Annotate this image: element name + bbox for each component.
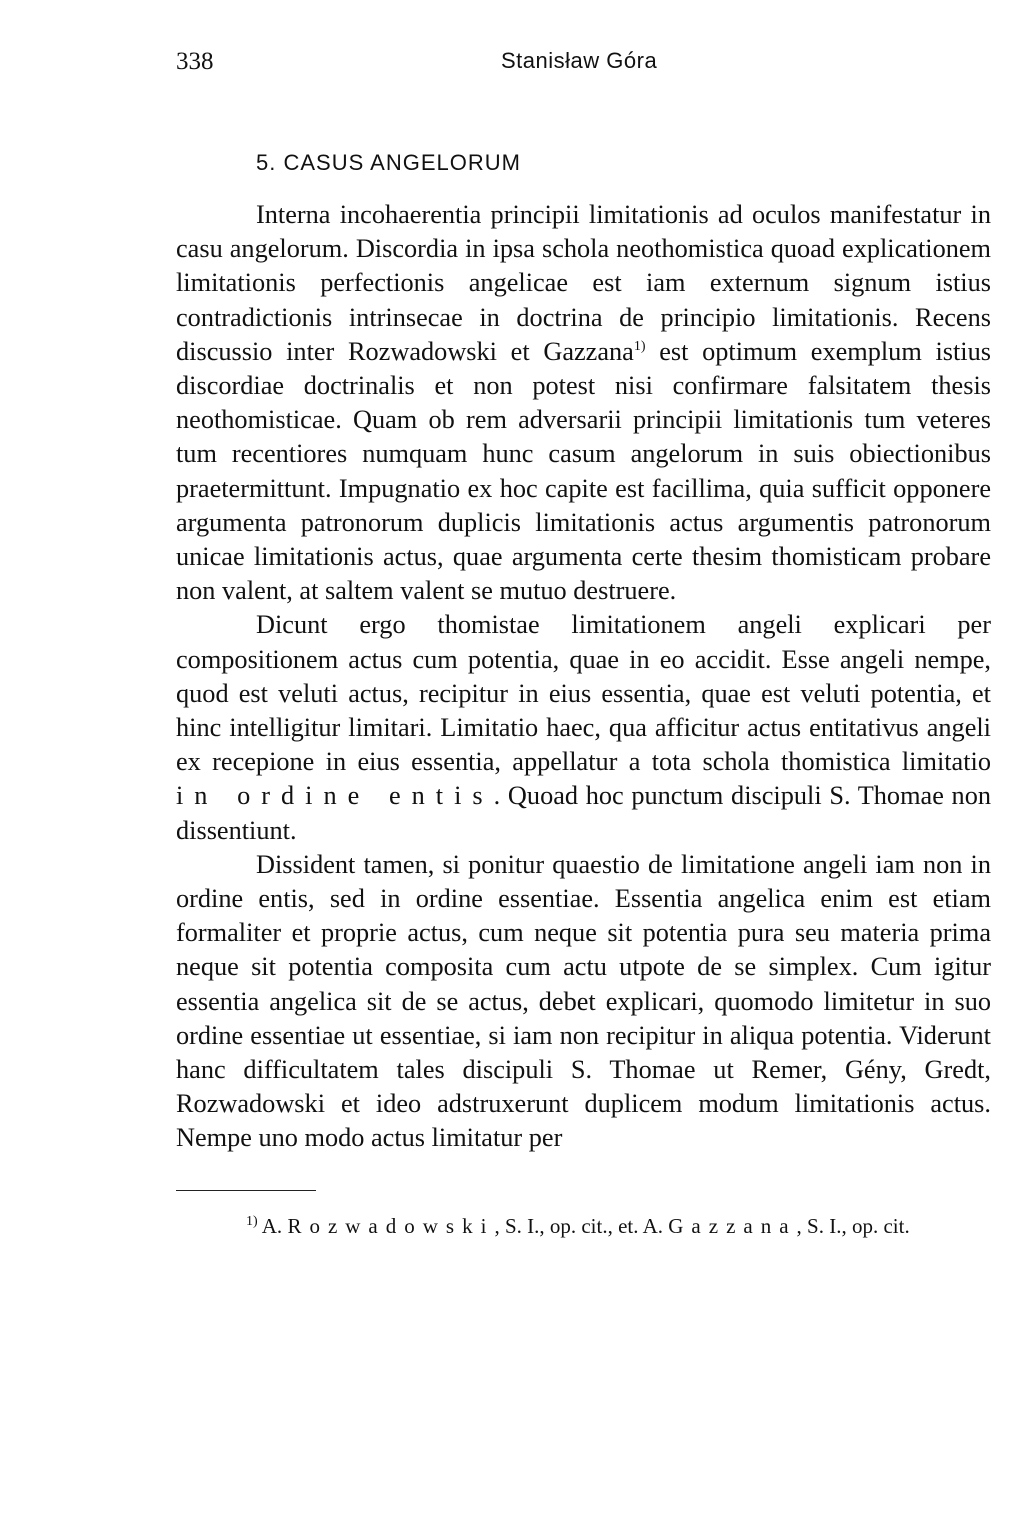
footnote-author: Rozwadowski <box>287 1213 495 1238</box>
paragraph-text: est optimum exemplum istius discordiae doctrinalis et non potest nisi confirmare falsitatem thesis neothomisticae. Quam ob rem adversarii principii limitationis tum veteres tum recentiores numquam hunc casum angelorum in suis obiectionibus praetermittunt. Impugnatio ex hoc capite est facillima, quia sufficit opponere argumenta patronorum duplicis limitationis actus argumentis patronorum unicae limitationis actus, quae argumenta certe thesim thomisticam probare non valent, at saltem valent se mutuo destruere. <box>176 336 991 606</box>
page-header <box>176 40 991 80</box>
footnote <box>176 1211 991 1241</box>
emphasized-term: in ordine entis <box>176 781 494 811</box>
paragraph-text: . Quoad hoc punctum discipuli S. Thomae non dissentiunt. <box>176 781 992 845</box>
paragraph-text: Dicunt ergo thomistae limitationem angeli explicari per compositionem actus cum potentia, quae in eo accidit. Esse angeli nempe, quod est veluti actus, recipitur in eius essentia, quae est veluti potentia, et hinc intelligitur limitari. Limitatio haec, qua afficitur actus entitativus angeli ex recepione in eius essentia, appellatur a tota schola thomistica limitatio <box>176 610 991 777</box>
running-head: Stanisław Góra <box>501 48 658 73</box>
paragraph <box>176 608 991 847</box>
section-title: 5. CASUS ANGELORUM <box>256 150 521 175</box>
paragraph <box>176 198 991 608</box>
paragraph: Dissident tamen, si ponitur quaestio de limitatione angeli iam non in ordine entis, sed in ordine essentiae. Essentia angelica enim est etiam formaliter et proprie actus, cum neque sit potentia pura seu materia prima neque sit potentia composita cum actu utpote de se simplex. Cum igitur essentia angelica sit de se actus, debet explicari, quomodo limitetur in suo ordine essentiae ut essentiae, si iam non recipitur in aliqua potentia. Viderunt hanc difficultatem tales discipuli S. Thomae ut Remer, Gény, Gredt, Rozwadowski et ideo adstruxerunt duplicem modum limitationis actus. Nempe uno modo actus limitatur per <box>176 849 991 1153</box>
footnote-text: A. <box>261 1213 288 1238</box>
paragraph-text: Interna incohaerentia principii limitationis ad oculos manifestatur in casu angelorum. Discordia in ipsa schola neothomistica quoad explicationem limitationis perfectionis angelicae est iam externum signum istius contradictionis intrinsecae in doctrina de principio limitationis. Recens discussio inter Rozwadowski et Gazzana <box>176 200 991 366</box>
footnote-author: Gazzana <box>668 1213 797 1238</box>
page <box>176 40 991 1241</box>
page-number: 338 <box>176 48 214 75</box>
footnote-text: , S. I., op. cit. <box>796 1213 910 1238</box>
body-text <box>176 198 991 1156</box>
footnote-divider <box>176 1190 316 1191</box>
footnote-reference: 1) <box>633 339 646 355</box>
footnote-marker: 1) <box>246 1213 258 1229</box>
footnote-text: , S. I., op. cit., et. A. <box>494 1213 669 1238</box>
